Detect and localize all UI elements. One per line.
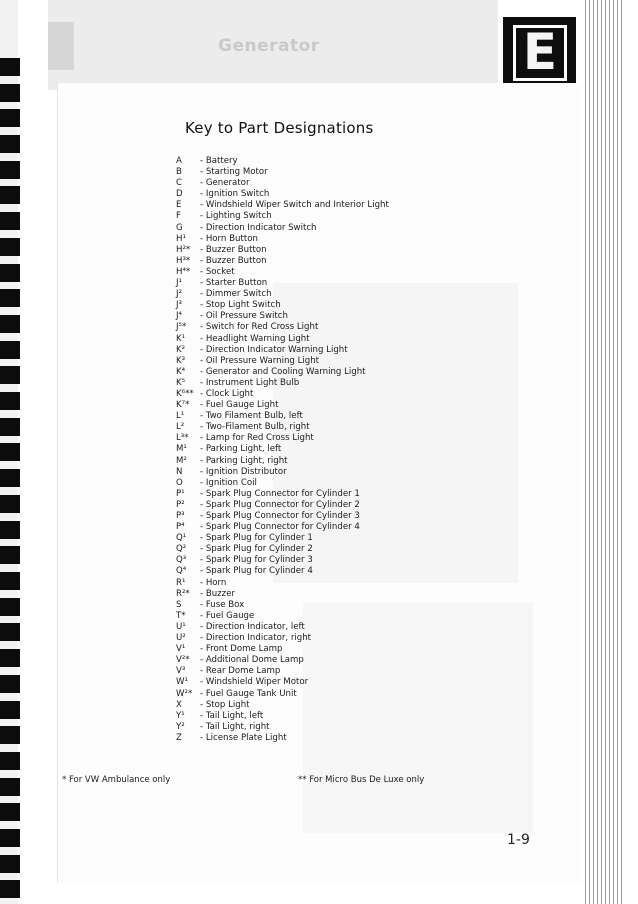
designation-label: - Parking Light, right	[200, 455, 288, 466]
designation-code: N	[176, 466, 183, 477]
designation-label: - Fuel Gauge	[200, 610, 255, 621]
designation-code: L²	[176, 422, 185, 433]
designation-label: - Oil Pressure Switch	[200, 311, 288, 322]
designation-label: - Buzzer Button	[200, 244, 267, 255]
designation-label: - Spark Plug Connector for Cylinder 4	[200, 522, 360, 533]
designation-label: - Headlight Warning Light	[200, 333, 310, 344]
designation-code: J¹	[176, 278, 182, 289]
binder-hole	[0, 392, 20, 410]
designation-label: - Front Dome Lamp	[200, 644, 283, 655]
designation-label: - Fuel Gauge Tank Unit	[200, 688, 297, 699]
binder-hole	[0, 726, 20, 744]
designation-label: - Horn	[200, 577, 227, 588]
binder-hole	[0, 495, 20, 513]
designation-label: - Tail Light, left	[200, 710, 264, 721]
designation-label: - Tail Light, right	[200, 721, 270, 732]
binder-hole	[0, 572, 20, 590]
designation-label: - Spark Plug for Cylinder 1	[200, 533, 313, 544]
designation-label: - Fuel Gauge Light	[200, 400, 279, 411]
designation-label: - Direction Indicator, left	[200, 621, 305, 632]
designation-code: V³	[176, 666, 186, 677]
binder-hole	[0, 186, 20, 204]
designation-code: B	[176, 167, 182, 178]
designation-label: - Ignition Coil	[200, 477, 257, 488]
binder-hole	[0, 161, 20, 179]
designation-code: H²*	[176, 244, 191, 255]
designation-label: - Two Filament Bulb, left	[200, 411, 303, 422]
designation-code: Y²	[176, 721, 185, 732]
binder-hole	[0, 701, 20, 719]
page-number: 1-9	[507, 832, 530, 848]
binder-hole	[0, 649, 20, 667]
designation-label: - Stop Light Switch	[200, 300, 281, 311]
designation-code: K⁶**	[176, 388, 194, 399]
background-page-title: Generator	[218, 36, 320, 56]
designation-code: V²*	[176, 655, 190, 666]
designation-code: S	[176, 599, 182, 610]
designation-code: J⁵*	[176, 322, 187, 333]
designation-code: K⁴	[176, 366, 186, 377]
designation-label: - Socket	[200, 266, 235, 277]
designation-code: L¹	[176, 411, 185, 422]
designation-code: M¹	[176, 444, 187, 455]
page-heading: Key to Part Designations	[185, 119, 374, 137]
designation-code: K⁵	[176, 377, 186, 388]
binder-hole	[0, 289, 20, 307]
designation-code: Z	[176, 732, 182, 743]
designation-label: - Buzzer Button	[200, 255, 267, 266]
designation-label: - Horn Button	[200, 233, 258, 244]
binder-hole	[0, 443, 20, 461]
binder-hole	[0, 880, 20, 898]
footnote-microbus: ** For Micro Bus De Luxe only	[298, 775, 425, 785]
designation-label: - Direction Indicator Warning Light	[200, 344, 348, 355]
designation-label: - Lighting Switch	[200, 211, 272, 222]
designation-label: - Additional Dome Lamp	[200, 655, 304, 666]
binder-hole	[0, 238, 20, 256]
designation-code: P²	[176, 499, 185, 510]
designation-label: - Starting Motor	[200, 167, 268, 178]
designation-code: E	[176, 200, 182, 211]
designation-code: K³	[176, 355, 186, 366]
designation-code: H³*	[176, 255, 191, 266]
designation-code: U¹	[176, 621, 186, 632]
designation-code: H⁴*	[176, 266, 191, 277]
binder-hole	[0, 855, 20, 873]
designation-code: W²*	[176, 688, 193, 699]
designation-label: - Switch for Red Cross Light	[200, 322, 319, 333]
designation-label: - Stop Light	[200, 699, 250, 710]
designation-label: - Rear Dome Lamp	[200, 666, 281, 677]
designation-code: M²	[176, 455, 187, 466]
designation-label: - Instrument Light Bulb	[200, 377, 300, 388]
binder-hole	[0, 598, 20, 616]
binder-hole	[0, 623, 20, 641]
designation-code: V¹	[176, 644, 186, 655]
binder-hole	[0, 58, 20, 76]
designation-label: - Windshield Wiper Switch and Interior Light	[200, 200, 389, 211]
designation-label: - Direction Indicator Switch	[200, 222, 317, 233]
designation-label: - Starter Button	[200, 278, 268, 289]
binder-hole	[0, 212, 20, 230]
designation-code: K⁷*	[176, 400, 190, 411]
designation-label: - Ignition Switch	[200, 189, 270, 200]
designation-code: J⁴	[176, 311, 182, 322]
binder-hole	[0, 803, 20, 821]
binder-hole	[0, 418, 20, 436]
designation-label: - Dimmer Switch	[200, 289, 272, 300]
binder-hole	[0, 135, 20, 153]
designation-label: - Direction Indicator, right	[200, 633, 312, 644]
designation-code: R¹	[176, 577, 186, 588]
designation-label: - Spark Plug for Cylinder 3	[200, 555, 313, 566]
designation-label: - Oil Pressure Warning Light	[200, 355, 320, 366]
designation-label: - Generator	[200, 178, 250, 189]
designation-label: - Spark Plug Connector for Cylinder 1	[200, 488, 360, 499]
background-page-stamp	[48, 22, 74, 70]
binder-hole	[0, 264, 20, 282]
designation-code: Y¹	[176, 710, 185, 721]
designation-code: W¹	[176, 677, 188, 688]
binder-hole	[0, 521, 20, 539]
designation-code: Q¹	[176, 533, 187, 544]
binder-hole	[0, 469, 20, 487]
section-tab-letter: E	[522, 23, 558, 81]
binder-hole	[0, 341, 20, 359]
designation-code: Q⁴	[176, 566, 187, 577]
designation-code: C	[176, 178, 183, 189]
designation-label: - Spark Plug for Cylinder 2	[200, 544, 313, 555]
binder-hole	[0, 778, 20, 796]
designation-code: P⁴	[176, 522, 185, 533]
binder-hole	[0, 546, 20, 564]
designation-code: K¹	[176, 333, 186, 344]
designation-code: O	[176, 477, 183, 488]
binder-hole	[0, 315, 20, 333]
designation-label: - Battery	[200, 156, 238, 166]
designation-label: - Generator and Cooling Warning Light	[200, 366, 366, 377]
binder-hole	[0, 675, 20, 693]
binder-hole	[0, 829, 20, 847]
designation-code: U²	[176, 633, 186, 644]
designation-code: Q³	[176, 555, 187, 566]
designation-code: P³	[176, 511, 185, 521]
designation-label: - Spark Plug Connector for Cylinder 3	[200, 511, 360, 521]
binder-hole	[0, 109, 20, 127]
designation-label: - Lamp for Red Cross Light	[200, 433, 314, 444]
designation-label: - Spark Plug Connector for Cylinder 2	[200, 499, 360, 510]
designation-label: - Spark Plug for Cylinder 4	[200, 566, 313, 577]
designation-code: P¹	[176, 488, 185, 499]
designation-label: - Buzzer	[200, 588, 236, 599]
binder-hole	[0, 366, 20, 384]
designation-code: A	[176, 156, 182, 166]
designation-code: L³*	[176, 433, 189, 444]
designation-code: F	[176, 211, 181, 222]
designation-code: D	[176, 189, 183, 200]
designation-code: J³	[176, 300, 182, 311]
designation-code: X	[176, 699, 182, 710]
binder-hole	[0, 752, 20, 770]
designation-label: - Parking Light, left	[200, 444, 282, 455]
designation-code: K²	[176, 344, 186, 355]
binder-hole	[0, 84, 20, 102]
footnote-ambulance: * For VW Ambulance only	[62, 775, 171, 785]
designation-label: - Clock Light	[200, 388, 254, 399]
designation-code: T*	[176, 610, 186, 621]
designation-code: R²*	[176, 588, 190, 599]
designation-code: J²	[176, 289, 182, 300]
designation-label: - Two-Filament Bulb, right	[200, 422, 310, 433]
designation-code: H¹	[176, 233, 186, 244]
designation-code: Q²	[176, 544, 187, 555]
designation-code: G	[176, 222, 183, 233]
designation-label: - Windshield Wiper Motor	[200, 677, 309, 688]
designation-label: - Ignition Distributor	[200, 466, 287, 477]
designation-label: - License Plate Light	[200, 732, 287, 743]
designation-label: - Fuse Box	[200, 599, 245, 610]
